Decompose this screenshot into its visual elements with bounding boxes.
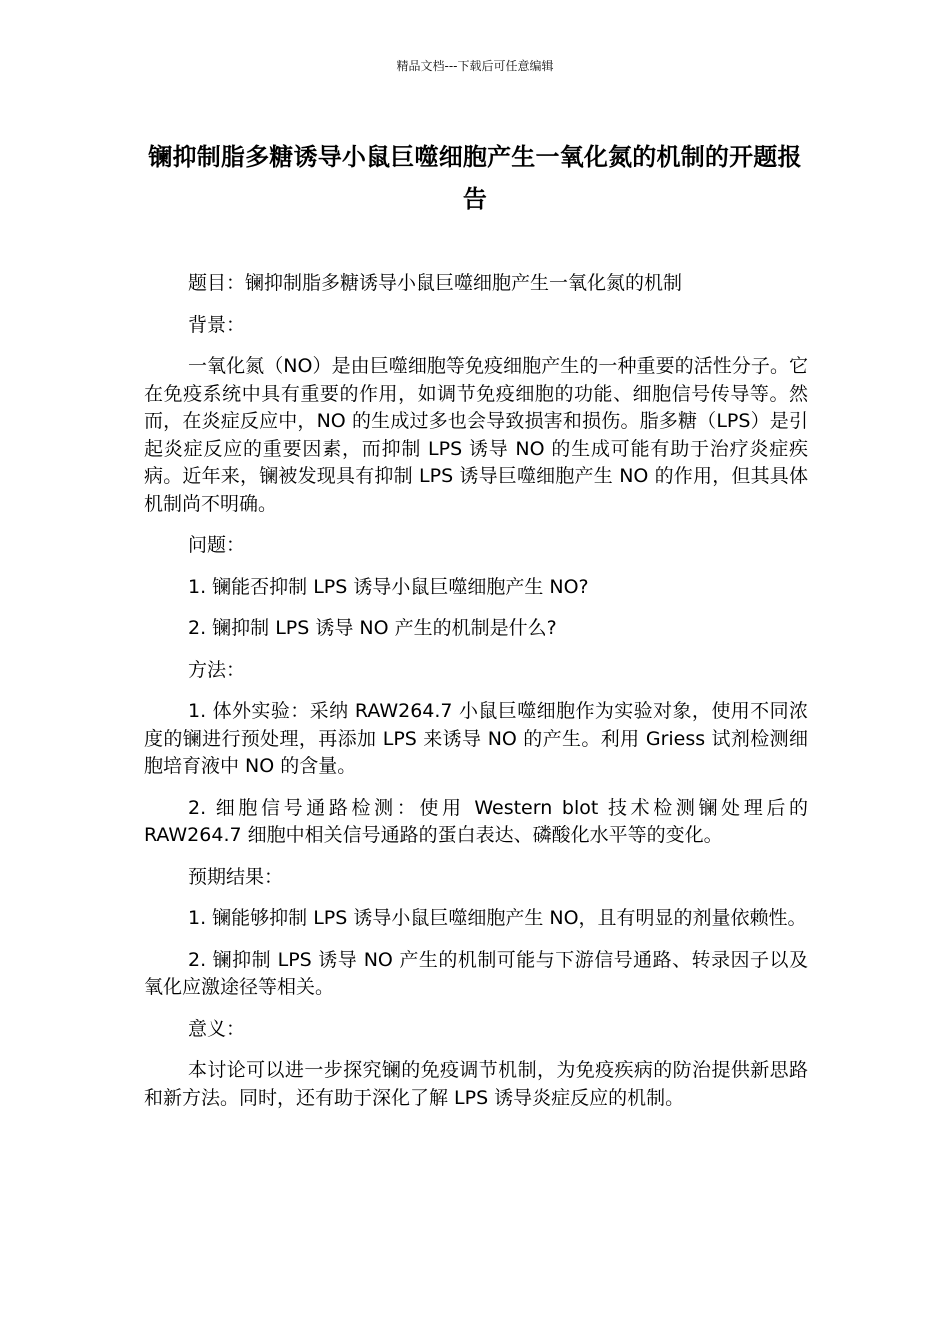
section-heading-questions: 问题： [188,534,246,556]
expected-result-item: 1. 镧能够抑制 LPS 诱导小鼠巨噬细胞产生 NO，且有明显的剂量依赖性。 [188,907,807,929]
section-heading-expected-results: 预期结果： [188,865,284,888]
topic-line: 题目：镧抑制脂多糖诱导小鼠巨噬细胞产生一氧化氮的机制 [188,272,683,294]
page-header-note: 精品文档---下载后可任意编辑 [396,59,554,73]
background-paragraph: 一氧化氮（NO）是由巨噬细胞等免疫细胞产生的一种重要的活性分子。它在免疫系统中具有重要的作用，如调节免疫细胞的功能、细胞信号传导等。然而，在炎症反应中，NO 的生成过多也会导致损害和损伤。脂多糖（LPS）是引起炎症反应的重要因素，而抑制 LPS 诱导 NO 的生成可能有助于治疗炎症疾病。近年来，镧被发现具有抑制 LPS 诱导巨噬细胞产生 NO 的作用，但其具体机制尚不明确。 [144,355,808,515]
method-item: 2. 细胞信号通路检测：使用 Western blot 技术检测镧处理后的 RAW264.7 细胞中相关信号通路的蛋白表达、磷酸化水平等的变化。 [144,796,808,846]
document-body [144,270,808,1126]
expected-result-item: 2. 镧抑制 LPS 诱导 NO 产生的机制可能与下游信号通路、转录因子以及氧化应激途径等相关。 [144,948,808,998]
section-heading-significance: 意义： [188,1017,246,1040]
document-title: 镧抑制脂多糖诱导小鼠巨噬细胞产生一氧化氮的机制的开题报告 [148,143,802,213]
question-item: 2. 镧抑制 LPS 诱导 NO 产生的机制是什么? [188,617,557,639]
question-item: 1. 镧能否抑制 LPS 诱导小鼠巨噬细胞产生 NO? [188,575,589,598]
significance-paragraph: 本讨论可以进一步探究镧的免疫调节机制，为免疫疾病的防治提供新思路和新方法。同时，还有助于深化了解 LPS 诱导炎症反应的机制。 [144,1059,808,1109]
section-heading-background: 背景： [188,313,246,336]
method-item: 1. 体外实验：采纳 RAW264.7 小鼠巨噬细胞作为实验对象，使用不同浓度的镧进行预处理，再添加 LPS 来诱导 NO 的产生。利用 Griess 试剂检测细胞培育液中 NO 的含量。 [144,700,808,777]
section-heading-methods: 方法： [188,658,246,681]
